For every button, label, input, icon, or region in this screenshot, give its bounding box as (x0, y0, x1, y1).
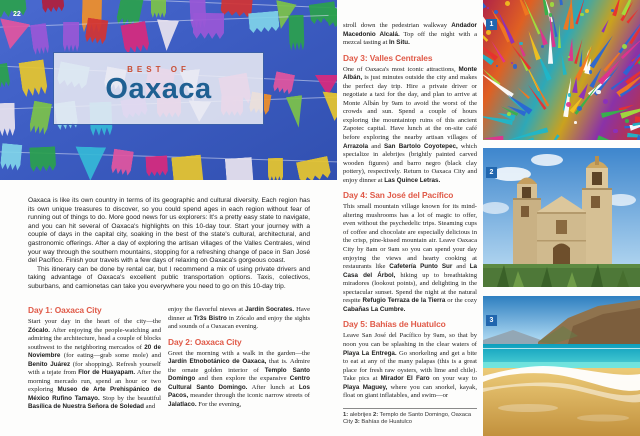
day5-heading: Day 5: Bahías de Huatulco (343, 319, 446, 330)
intro-paragraph-2: This itinerary can be done by rental car, but I recommend a mix of using private drivers and taking advantage of Oaxaca's excellent public transportation options. Taxis, colectivos, suburbans, and camionetas can take you everywhere you need to go on this 10-day trip. (28, 265, 310, 290)
photo-templo-santo-domingo (483, 148, 640, 287)
photo-3-number-badge: 3 (486, 315, 497, 326)
photo-2-number-badge: 2 (486, 167, 497, 178)
page-number: 22 (13, 11, 21, 18)
day1-text-continued: enjoy the flavorful nieves at Jardín Socrates. Have dinner at Tr3s Bistro in Zócalo and enjoy the sights and sounds of a Oaxacan evening. (168, 306, 311, 331)
day5-text: Leave San José del Pacífico by 9am, so that by noon you can be splashing in the clear waters of Playa La Entrega. Go snorkeling and get a bite to eat at any of the many palapas (this is a great place for fresh raw oysters, with lime and chile). Take pics at Mirador El Faro on your way to Playa Maguey, where you can snorkel, kayak, float on giant inflatables, and swim—or (343, 332, 478, 400)
day2-heading: Day 2: Oaxaca City (168, 336, 242, 347)
intro-text (28, 197, 310, 292)
intro-paragraph-1: Oaxaca is like its own country in terms of its geographic and cultural diversity. Each region has its own unique treasures to discover, so you could spend ages in each region without fear of running out of things to do. More good news for us explorers: It's a pretty easy state to navigate, and you can hit several of Oaxaca's highlights on this 10-day tour. Start your journey with a couple of days in the capital city, soaking in the best of the state's cultural, architectural, and gastronomic offerings. After a day of exploring the artisan villages of the Valles Centrales, wind your way through the southern mountains, stopping for a refreshing change of pace in San José del Pacífico. Finish your travels with a few days of relaxing on Oaxaca's gorgeous coast. (28, 197, 310, 265)
series-label: BEST OF (127, 65, 190, 74)
page-title: Oaxaca (105, 73, 212, 105)
day2-text-continued: stroll down the pedestrian walkway Andador Macedonio Alcalá. Top off the night with a mezcal tasting at In Situ. (343, 22, 478, 47)
left-column-2 (168, 306, 310, 409)
day4-text: This small mountain village known for its mind-altering mushrooms has a lot of magic to offer, even without the psychedelic trips. Steaming cups of coffee and chocolate are especially delicious in the crisp, pine-kissed mountain air. Leave Oaxaca City by 8am or 9am so you can spend your day enjoying the views and hearty cooking at restaurants like Cafetería Punto Sur and La Casa del Árbol, hiking up to breathtaking miradores (lookout points), and delighting in the spectacular sunset. Spend the night at the natural respite Refugio Terraza de la Tierra or the cozy Cabañas La Cumbre. (343, 203, 477, 313)
right-column (343, 22, 477, 427)
day4-heading: Day 4: San José del Pacífico (343, 190, 454, 201)
photo-captions: 1: alebrijes 2: Templo de Santo Domingo, Oaxaca City 3: Bahías de Huatulco (343, 411, 472, 426)
title-box (53, 52, 264, 125)
beach-illustration (483, 296, 640, 436)
photo-1-number-badge: 1 (486, 19, 497, 30)
day3-heading: Day 3: Valles Centrales (343, 52, 433, 63)
caption-divider (343, 408, 477, 409)
day1-text: Start your day in the heart of the city—the Zócalo. After enjoying the people-watching and admiring the architecture, head a couple of blocks southwest to the neighboring mercados of 20 de Noviembre (for eating—grab some mole) and Benito Juárez (for shopping). Refresh yourself with a tejate from Flor de Huayapam. After the morning mercado run, spend an hour or two exploring Museo de Arte Prehispánico de México Rufino Tamayo. Stop by the beautiful Basílica de Nuestra Señora de Soledad and (28, 318, 161, 411)
day2-text: Greet the morning with a walk in the garden—the Jardín Etnobotánico de Oaxaca, that is. Admire the ornate golden interior of Templo Santo Domingo and then explore the expansive Centro Cultural Santo Domingo. After lunch at Los Pacos, meander through the iconic narrow streets of Jalatlaco. For the evening, (168, 349, 310, 408)
day3-text: One of Oaxaca's most iconic attractions, Monte Albán, is just minutes outside the city and makes the perfect day trip. Hire a private driver or negotiate a taxi for the day, and plan to arrive at Monte Albán by 9am to avoid the worst of the crowds and sun. Spend a couple of hours exploring the mountaintop ruins of this ancient Zapotec capital. Have lunch at the on-site café before exploring the nearby artisan villages of Arrazola and San Bartolo Coyotepec, which specialize in alebrijes (brightly painted carved wooden figures) and barro negro (black clay pottery), respectively. Return to Oaxaca City and enjoy dinner at Las Quince Letras. (343, 65, 477, 184)
day1-heading: Day 1: Oaxaca City (28, 305, 102, 315)
photo-alebrijes (483, 0, 640, 140)
left-column-1 (28, 306, 161, 412)
hero-photo-papel-picado (0, 0, 337, 180)
photo-huatulco-beach (483, 296, 640, 436)
church-illustration (483, 148, 640, 287)
